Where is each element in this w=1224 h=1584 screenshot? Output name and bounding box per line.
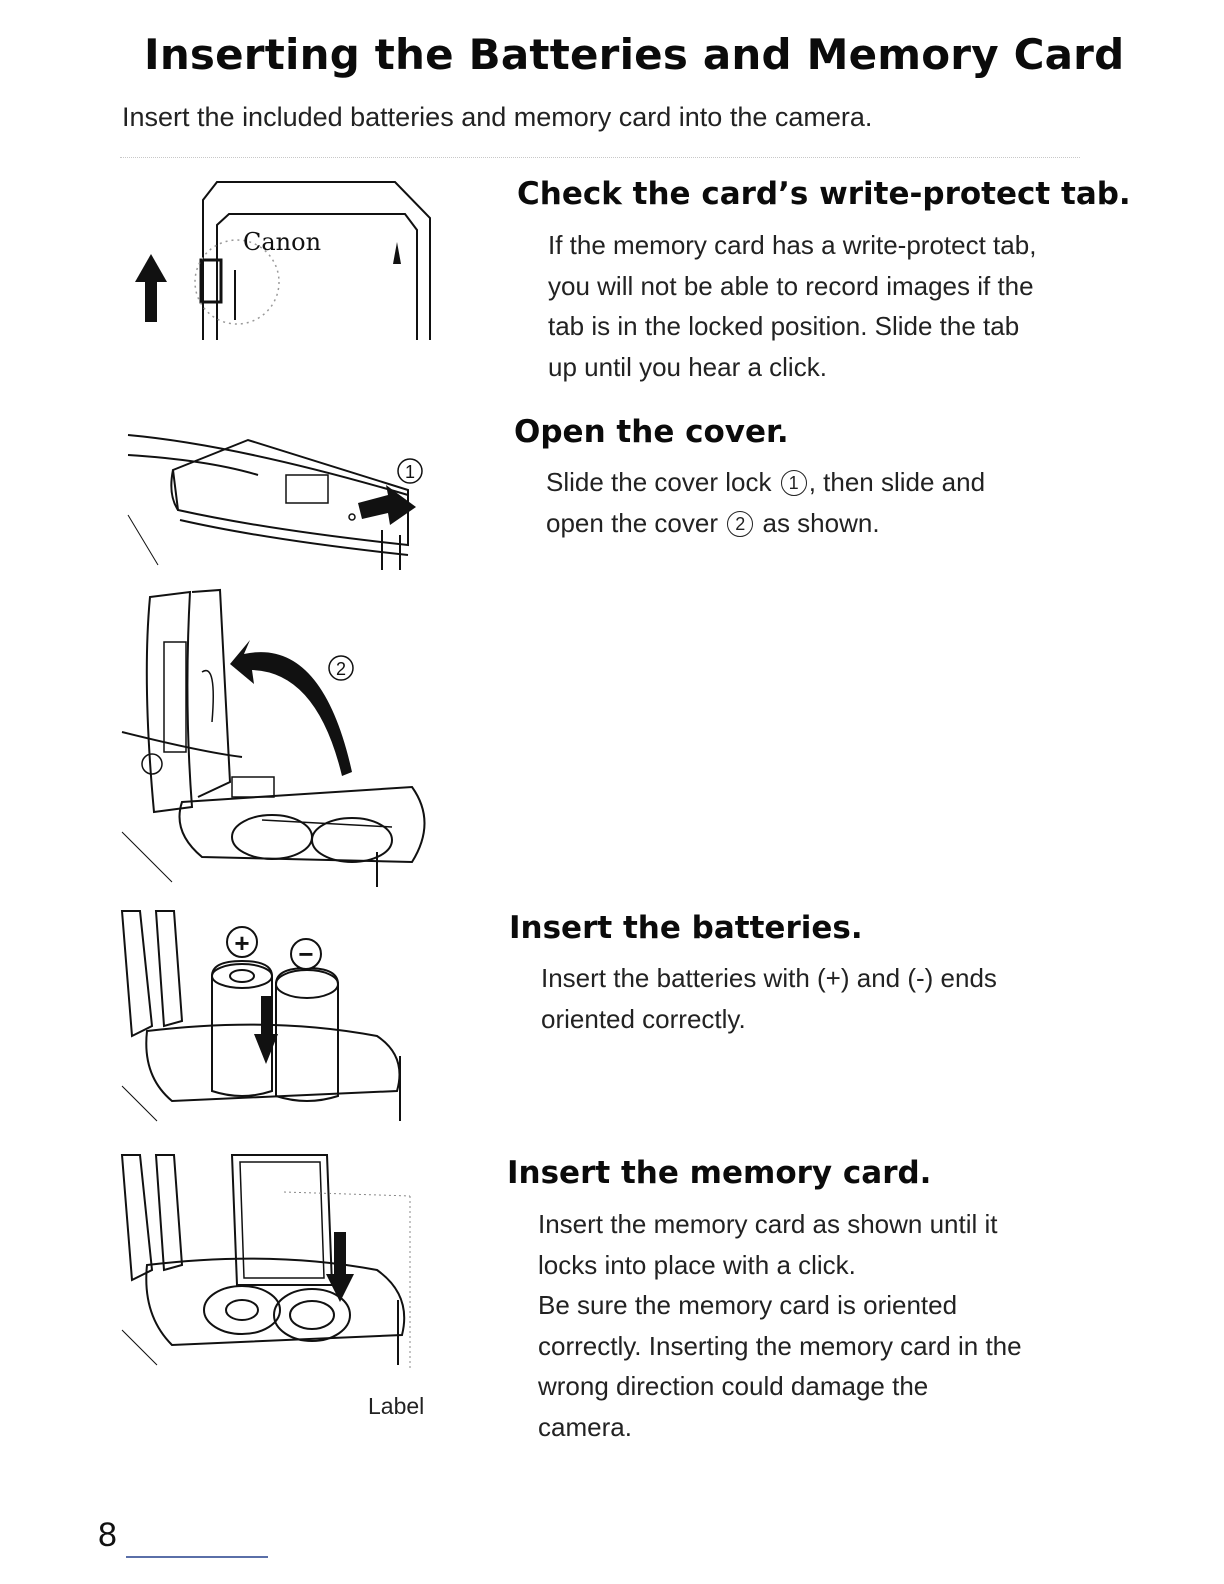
text-line: you will not be able to record images if the <box>548 270 1034 301</box>
text-line: oriented correctly. <box>541 1003 746 1034</box>
text-fragment: as shown. <box>762 507 880 538</box>
marker-label: 2 <box>335 659 347 679</box>
cover-lock-illustration <box>118 415 438 575</box>
marker-circle-1: 1 <box>781 470 807 496</box>
insert-memory-card-illustration <box>112 1150 422 1370</box>
page-number: 8 <box>98 1516 117 1554</box>
open-cover-text <box>546 462 985 543</box>
text-line: wrong direction could damage the <box>538 1371 929 1401</box>
insert-batteries-illustration <box>112 906 412 1126</box>
heading-insert-memory-card: Insert the memory card. <box>507 1155 932 1191</box>
card-logo: Canon <box>243 228 322 256</box>
text-line: camera. <box>538 1411 632 1442</box>
text-line: Insert the batteries with (+) and (-) ends <box>541 963 997 993</box>
memory-card-illustration <box>125 170 445 350</box>
marker-circle-2: 2 <box>727 511 753 537</box>
text-line: correctly. Inserting the memory card in the <box>538 1330 1022 1361</box>
page-title: Inserting the Batteries and Memory Card <box>144 30 1125 79</box>
insert-batteries-text <box>541 958 997 1039</box>
text-line: Insert the memory card as shown until it <box>538 1209 998 1239</box>
intro-text: Insert the included batteries and memory card into the camera. <box>122 102 873 132</box>
plus-symbol: + <box>234 928 250 958</box>
text-line <box>546 462 985 503</box>
divider <box>120 157 1080 159</box>
minus-symbol: − <box>298 939 314 969</box>
arrow-down-icon <box>254 996 278 1064</box>
text-line: up until you hear a click. <box>548 351 827 382</box>
label-caption: Label <box>368 1393 425 1419</box>
heading-insert-batteries: Insert the batteries. <box>509 910 863 946</box>
footer-rule <box>126 1556 268 1558</box>
heading-write-protect: Check the card’s write-protect tab. <box>517 176 1131 212</box>
text-line: tab is in the locked position. Slide the tab <box>548 311 1020 341</box>
text-fragment: open the cover <box>546 507 719 538</box>
text-line: locks into place with a click. <box>538 1249 856 1280</box>
open-cover-illustration <box>112 582 442 887</box>
text-line: If the memory card has a write-protect tab, <box>548 230 1037 260</box>
heading-open-cover: Open the cover. <box>514 414 789 450</box>
write-protect-text <box>548 225 1036 387</box>
text-fragment: , then slide and <box>808 467 986 497</box>
text-line <box>546 503 985 544</box>
insert-memory-card-text <box>538 1204 1022 1447</box>
arrow-up-icon <box>135 254 167 322</box>
text-line: Be sure the memory card is oriented <box>538 1290 958 1320</box>
text-fragment: Slide the cover lock <box>546 467 772 497</box>
marker-label: 1 <box>404 462 416 482</box>
